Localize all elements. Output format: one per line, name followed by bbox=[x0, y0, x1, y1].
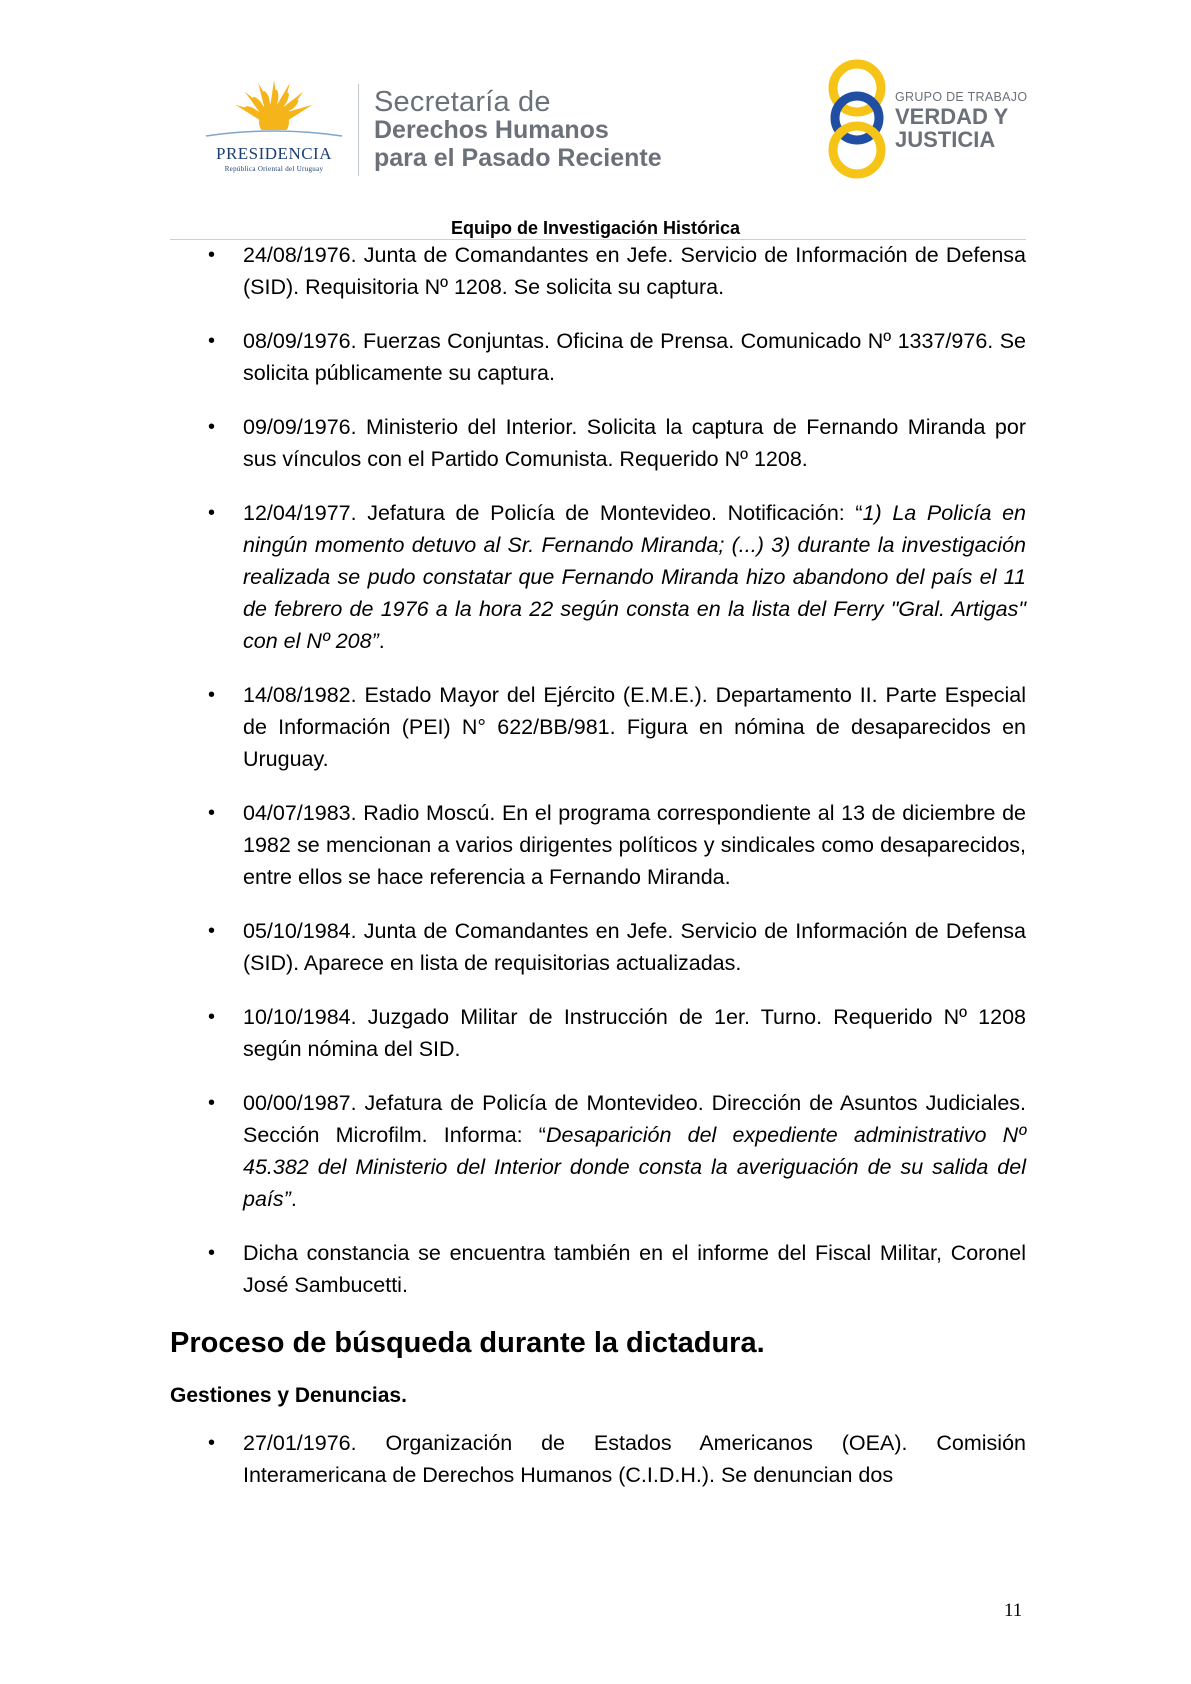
document-body bbox=[170, 239, 1026, 1513]
logo-divider bbox=[358, 84, 359, 176]
list-item bbox=[170, 411, 1026, 475]
item-text: Dicha constancia se encuentra también en el informe del Fiscal Militar, Coronel José Sambucetti. bbox=[243, 1241, 1026, 1297]
item-text: 14/08/1982. Estado Mayor del Ejército (E.M.E.). Departamento II. Parte Especial de Información (PEI) N° 622/BB/981. Figura en nómina de desaparecidos en Uruguay. bbox=[243, 683, 1026, 771]
item-text: 12/04/1977. Jefatura de Policía de Montevideo. Notificación: “ bbox=[243, 501, 863, 525]
page-header bbox=[0, 0, 1191, 240]
list-item bbox=[170, 1237, 1026, 1301]
denuncias-list bbox=[170, 1427, 1026, 1491]
list-item bbox=[170, 915, 1026, 979]
list-item bbox=[170, 679, 1026, 775]
list-item bbox=[170, 1001, 1026, 1065]
list-item bbox=[170, 797, 1026, 893]
grupo-verdad-text: VERDAD Y bbox=[895, 104, 1009, 129]
sun-emblem-icon bbox=[196, 78, 352, 148]
secretaria-line3: para el Pasado Reciente bbox=[374, 144, 662, 172]
page-number: 11 bbox=[1004, 1600, 1023, 1621]
presidencia-logo bbox=[196, 78, 352, 180]
list-item bbox=[170, 1087, 1026, 1215]
item-quote: Desaparición del expediente administrativo Nº 45.382 del Ministerio del Interior donde consta la averiguación de su salida del país” bbox=[243, 1123, 1026, 1211]
secretaria-logo-text bbox=[374, 88, 662, 172]
item-text-end: . bbox=[290, 1187, 297, 1211]
grupo-small-text: GRUPO DE TRABAJO bbox=[895, 90, 1028, 104]
item-text: 10/10/1984. Juzgado Militar de Instrucción de 1er. Turno. Requerido Nº 1208 según nómina del SID. bbox=[243, 1005, 1026, 1061]
grupo-justicia-text: JUSTICIA bbox=[895, 127, 996, 152]
item-text: 24/08/1976. Junta de Comandantes en Jefe. Servicio de Información de Defensa (SID). Requisitoria Nº 1208. Se solicita su captura. bbox=[243, 243, 1026, 299]
rings-emblem-icon bbox=[823, 58, 893, 182]
events-list bbox=[170, 239, 1026, 1301]
secretaria-line2: Derechos Humanos bbox=[374, 116, 609, 144]
item-text: 27/01/1976. Organización de Estados Americanos (OEA). Comisión Interamericana de Derechos Humanos (C.I.D.H.). Se denuncian dos bbox=[243, 1431, 1026, 1487]
item-text-end: . bbox=[378, 629, 385, 653]
list-item bbox=[170, 497, 1026, 657]
item-text: 00/00/1987. Jefatura de Policía de Montevideo. Dirección de Asuntos Judiciales. Sección Microfilm. Informa: “ bbox=[243, 1091, 1026, 1147]
subsection-title: Gestiones y Denuncias. bbox=[170, 1384, 407, 1407]
section-title: Proceso de búsqueda durante la dictadura. bbox=[170, 1327, 765, 1359]
item-text: 04/07/1983. Radio Moscú. En el programa correspondiente al 13 de diciembre de 1982 se mencionan a varios dirigentes políticos y sindicales como desaparecidos, entre ellos se hace referencia a Fernando Miranda. bbox=[243, 801, 1026, 889]
item-text: 09/09/1976. Ministerio del Interior. Solicita la captura de Fernando Miranda por sus vínculos con el Partido Comunista. Requerido Nº 1208. bbox=[243, 415, 1026, 471]
team-title: Equipo de Investigación Histórica bbox=[450, 218, 741, 238]
list-item bbox=[170, 1427, 1026, 1491]
item-text: 05/10/1984. Junta de Comandantes en Jefe. Servicio de Información de Defensa (SID). Aparece en lista de requisitorias actualizadas. bbox=[243, 919, 1026, 975]
item-text: 08/09/1976. Fuerzas Conjuntas. Oficina de Prensa. Comunicado Nº 1337/976. Se solicita públicamente su captura. bbox=[243, 329, 1026, 385]
item-quote: 1) La Policía en ningún momento detuvo al Sr. Fernando Miranda; (...) 3) durante la investigación realizada se pudo constatar que Fernando Miranda hizo abandono del país el 11 de febrero de 1976 a la hora 22 según consta en la lista del Ferry "Gral. Artigas" con el Nº 208” bbox=[243, 501, 1026, 653]
list-item bbox=[170, 239, 1026, 303]
secretaria-line1: Secretaría de bbox=[374, 86, 551, 118]
presidencia-name: PRESIDENCIA bbox=[215, 144, 332, 163]
presidencia-subtitle: República Oriental del Uruguay bbox=[224, 165, 324, 173]
grupo-trabajo-logo bbox=[823, 58, 1028, 182]
list-item bbox=[170, 325, 1026, 389]
